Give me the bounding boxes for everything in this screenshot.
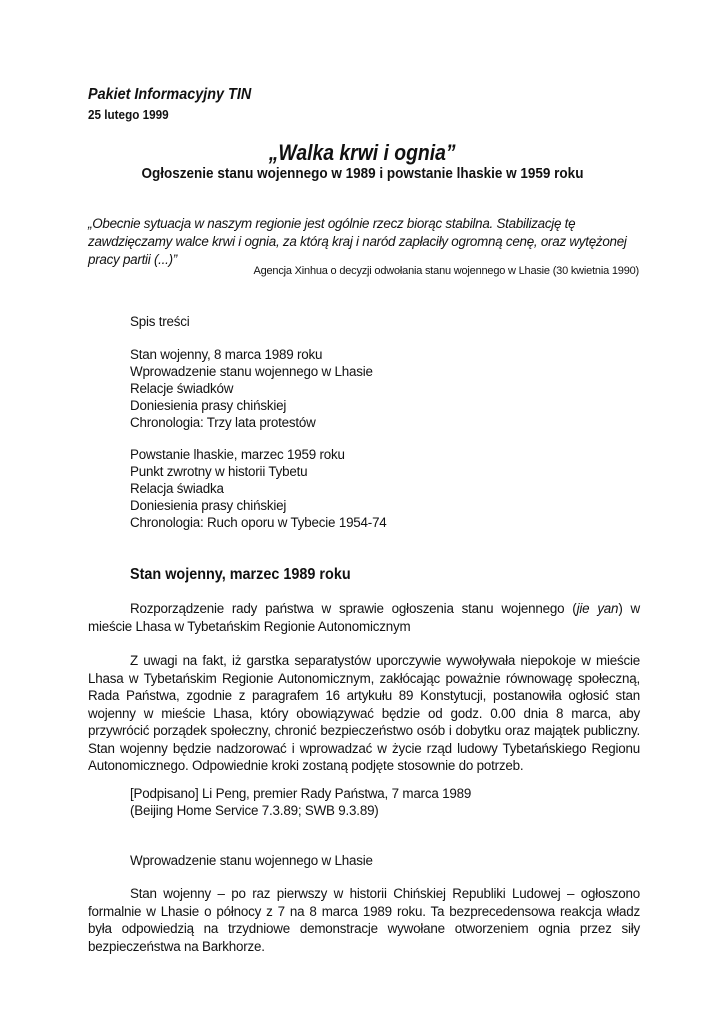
toc-item: Stan wojenny, 8 marca 1989 roku xyxy=(130,347,323,362)
toc-item: Doniesienia prasy chińskiej xyxy=(130,398,287,413)
toc-item: Chronologia: Ruch oporu w Tybecie 1954-74 xyxy=(130,515,387,530)
publication-date: 25 lutego 1999 xyxy=(88,107,169,122)
decree-paragraph xyxy=(88,600,640,635)
epigraph-quote: „Obecnie sytuacja w naszym regionie jest ogólnie rzecz biorąc stabilna. Stabilizację tę zawdzięczamy walce krwi i ognia, za którą kraj i naród zapłaciły ogromną cenę, oraz wytężonej pracy partii (...)” xyxy=(88,216,627,267)
decree-term: jie yan xyxy=(576,601,619,616)
toc-item: Doniesienia prasy chińskiej xyxy=(130,498,287,513)
publication-title: Pakiet Informacyjny TIN xyxy=(88,86,252,103)
toc-item: Powstanie lhaskie, marzec 1959 roku xyxy=(130,447,345,462)
toc-item: Relacje świadków xyxy=(130,381,234,396)
section-heading: Stan wojenny, marzec 1989 roku xyxy=(130,566,351,583)
signature-line: [Podpisano] Li Peng, premier Rady Państwa, 7 marca 1989 xyxy=(130,786,472,801)
toc-group-2 xyxy=(130,446,387,531)
epigraph-source: Agencja Xinhua o decyzji odwołania stanu wojennego w Lhasie (30 kwietnia 1990) xyxy=(253,265,639,277)
body-paragraph-2 xyxy=(88,885,640,955)
toc-item: Relacja świadka xyxy=(130,481,224,496)
document-title xyxy=(0,140,724,166)
document-subtitle-text: Ogłoszenie stanu wojennego w 1989 i powstanie lhaskie w 1959 roku xyxy=(141,165,583,182)
subsection-heading: Wprowadzenie stanu wojennego w Lhasie xyxy=(130,853,373,868)
toc-item: Chronologia: Trzy lata protestów xyxy=(130,415,316,430)
paragraph-text: Stan wojenny – po raz pierwszy w historii Chińskiej Republiki Ludowej – ogłoszono formalnie w Lhasie o północy z 7 na 8 marca 1989 roku. Ta bezprecedensowa reakcja władz była odpowiedzią na trzydniowe demonstracje wywołane otworzeniem ognia przez siły bezpieczeństwa na Barkhorze. xyxy=(88,886,640,954)
document-title-text: „Walka krwi i ognia” xyxy=(268,140,456,165)
decree-text-end: ) w mieście Lhasa w Tybetańskim Regionie Autonomicznym xyxy=(88,601,640,634)
body-paragraph-1 xyxy=(88,652,640,775)
document-subtitle xyxy=(0,165,724,182)
toc-item: Wprowadzenie stanu wojennego w Lhasie xyxy=(130,364,373,379)
decree-text-start: Rozporządzenie rady państwa w sprawie ogłoszenia stanu wojennego ( xyxy=(130,601,577,616)
toc-group-1 xyxy=(130,346,373,431)
paragraph-text: Z uwagi na fakt, iż garstka separatystów uporczywie wywoływała niepokoje w mieście Lhasa w Tybetańskim Regionie Autonomicznym, zakłócając poważnie równowagę społeczną, Rada Państwa, zgodnie z paragrafem 16 artykułu 89 Konstytucji, postanowiła ogłosić stan wojenny w mieście Lhasa, który obowiązywać będzie od godz. 0.00 dnia 8 marca, aby przywrócić porządek społeczny, chronić bezpieczeństwo osób i dobytku oraz majątek publiczny. Stan wojenny będzie nadzorować i wprowadzać w życie rząd ludowy Tybetańskiego Regionu Autonomicznego. Odpowiednie kroki zostaną podjęte stosownie do potrzeb. xyxy=(88,653,640,773)
toc-item: Punkt zwrotny w historii Tybetu xyxy=(130,464,308,479)
toc-heading: Spis treści xyxy=(130,314,190,329)
citation-line: (Beijing Home Service 7.3.89; SWB 9.3.89) xyxy=(130,803,379,818)
